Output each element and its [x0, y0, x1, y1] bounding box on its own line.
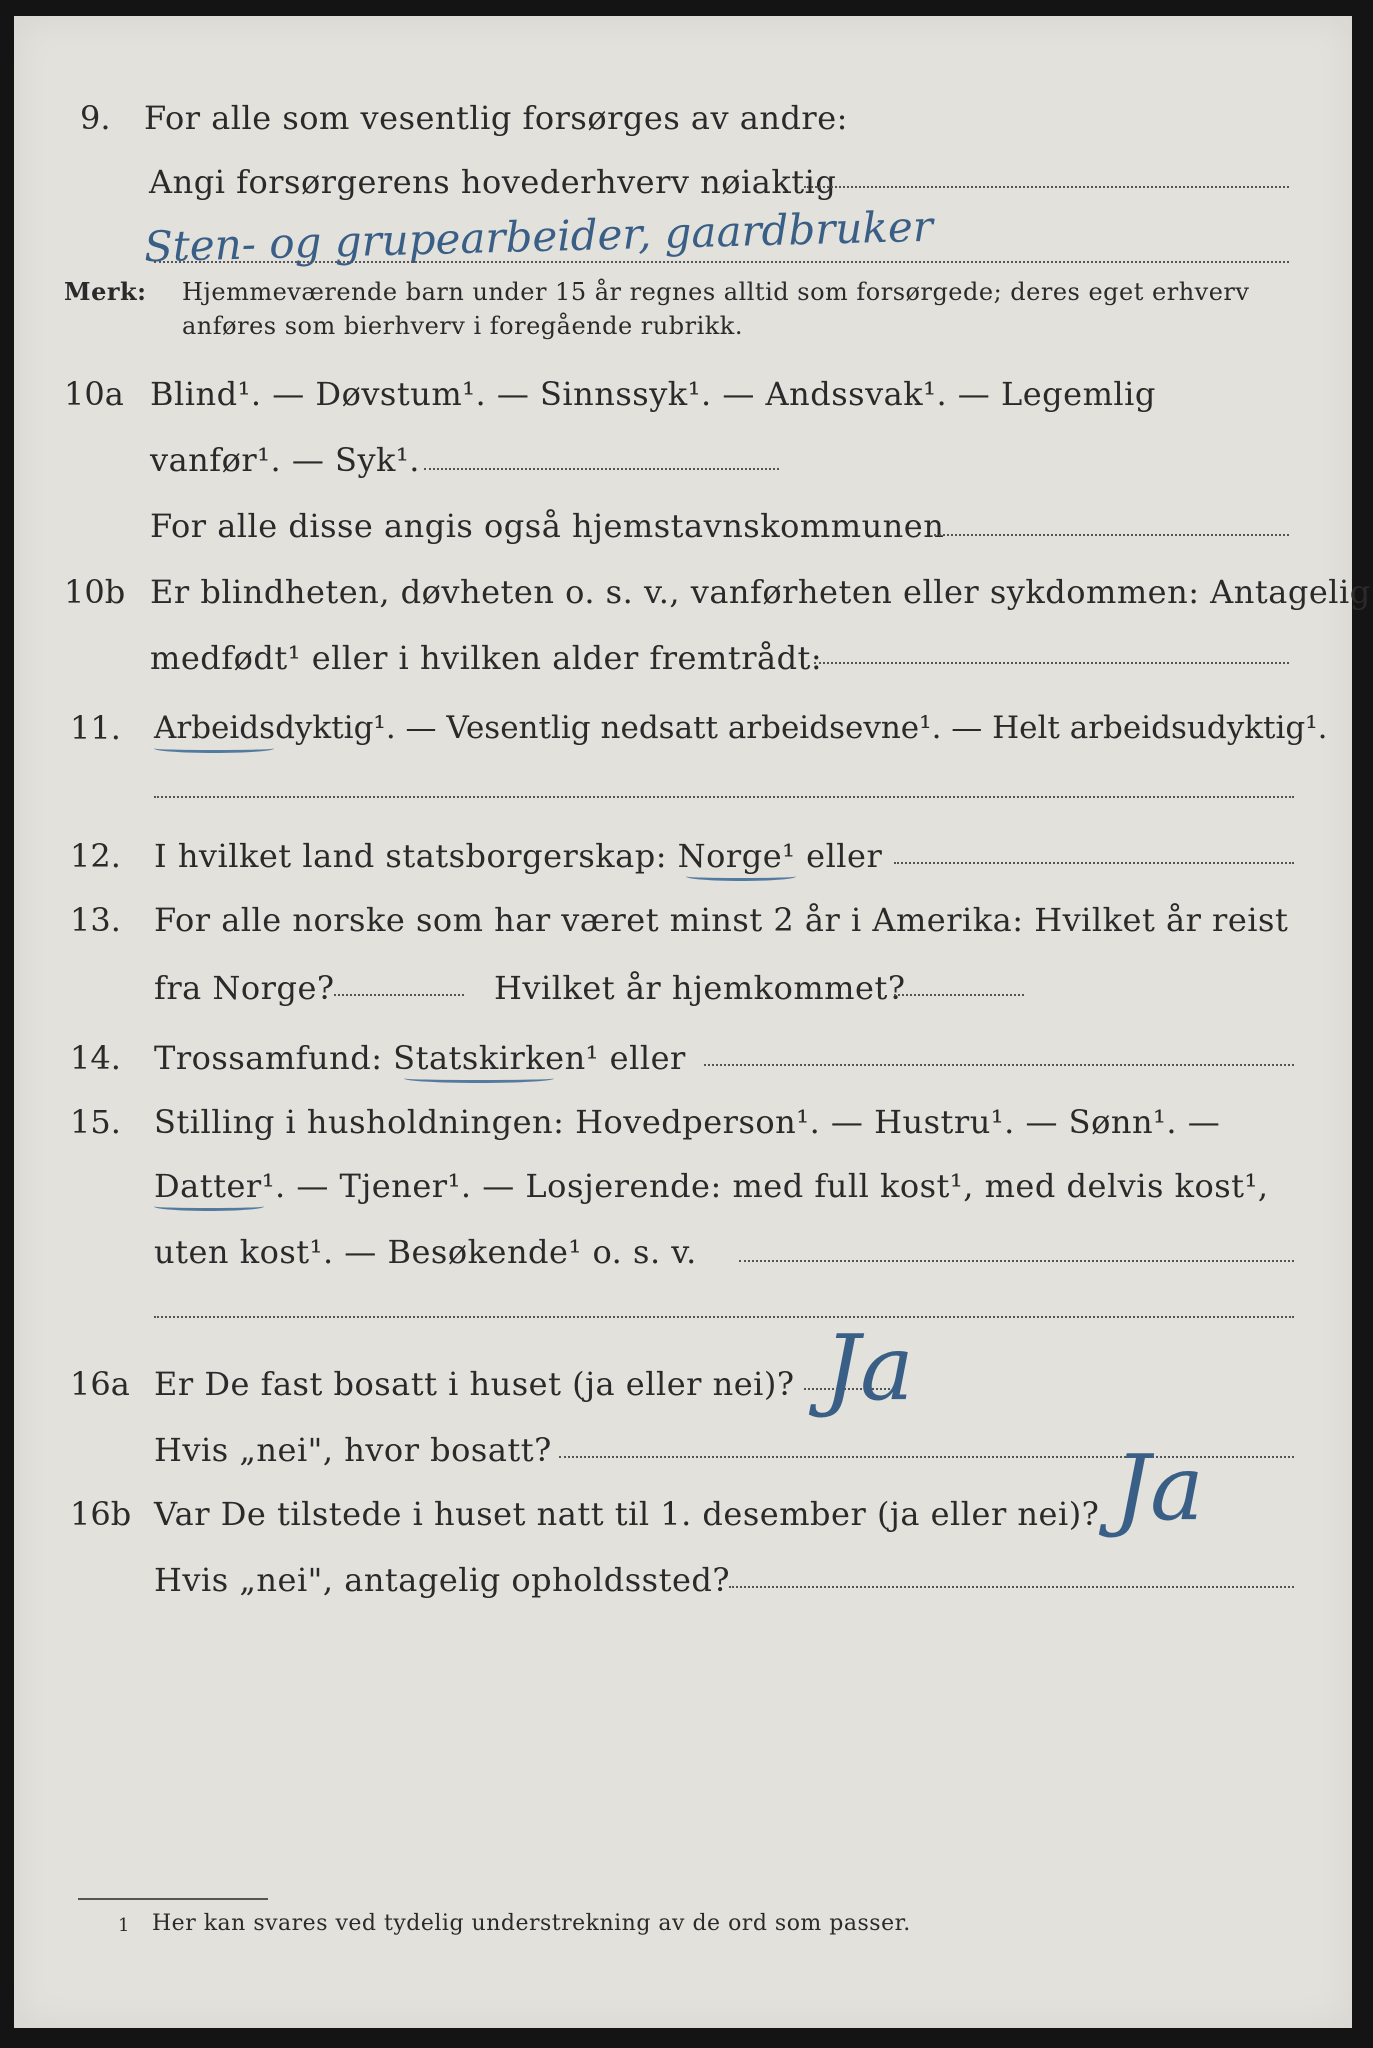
q10a-line-1: Blind¹. — Døvstum¹. — Sinnssyk¹. — Andssvak¹. — Legemlig [150, 375, 1156, 413]
q10a-line-3: For alle disse angis også hjemstavnskommunen [150, 507, 945, 545]
footnote-text: Her kan svares ved tydelig understrekning av de ord som passer. [152, 1911, 911, 1936]
q16a-line-2: Hvis „nei", hvor bosatt? [154, 1431, 552, 1469]
q9-prompt: Angi forsørgerens hovederhverv nøiaktig [149, 163, 837, 201]
q12-line-1: I hvilket land statsborgerskap: Norge¹ eller [154, 837, 883, 875]
q9-title: For alle som vesentlig forsørges av andre: [144, 99, 848, 137]
q16b-dotted-line [729, 1586, 1294, 1588]
q11-line-1: Arbeidsdyktig¹. — Vesentlig nedsatt arbeidsevne¹. — Helt arbeidsudyktig¹. [154, 710, 1328, 746]
q16a-number: 16a [70, 1365, 130, 1403]
q12-number: 12. [70, 837, 121, 875]
footnote-mark: 1 [118, 1915, 130, 1936]
q13-number: 13. [70, 901, 121, 939]
q11-answer-underline [154, 744, 274, 753]
q10b-number: 10b [64, 573, 126, 611]
q13-dotted-line-2 [894, 994, 1024, 996]
q16a-line-1: Er De fast bosatt i huset (ja eller nei)? [154, 1365, 795, 1403]
q10a-dotted-line-1 [424, 468, 779, 470]
q11-dotted-line [154, 796, 1294, 798]
q16b-number: 16b [70, 1495, 132, 1533]
q9-prompt-dotted-line [804, 186, 1289, 188]
q12-dotted-line [894, 862, 1294, 864]
q14-dotted-line [704, 1064, 1294, 1066]
q15-dotted-line-1 [739, 1260, 1294, 1262]
footnote-rule [78, 1898, 268, 1900]
q15-answer-underline [154, 1202, 264, 1211]
q13-line-2b: Hvilket år hjemkommet? [494, 969, 906, 1007]
q15-line-3: uten kost¹. — Besøkende¹ o. s. v. [154, 1233, 697, 1271]
q15-number: 15. [70, 1103, 121, 1141]
q14-line-1: Trossamfund: Statskirken¹ eller [154, 1039, 686, 1077]
q10b-line-2: medfødt¹ eller i hvilken alder fremtrådt: [150, 639, 823, 677]
q13-line-1: For alle norske som har været minst 2 år i Amerika: Hvilket år reist [154, 901, 1289, 939]
q15-line-2: Datter¹. — Tjener¹. — Losjerende: med full kost¹, med delvis kost¹, [154, 1167, 1269, 1205]
merk-label: Merk: [64, 277, 147, 306]
merk-line-1: Hjemmeværende barn under 15 år regnes alltid som forsørgede; deres eget erhverv [182, 278, 1250, 306]
census-form-page [14, 16, 1371, 2028]
q16a-handwritten-answer: Ja [824, 1316, 914, 1421]
q10a-dotted-line-2 [934, 534, 1289, 536]
q15-line-1: Stilling i husholdningen: Hovedperson¹. — Hustru¹. — Sønn¹. — [154, 1103, 1221, 1141]
merk-line-2: anføres som bierhverv i foregående rubrikk. [182, 312, 743, 340]
q13-line-2a: fra Norge? [154, 969, 335, 1007]
q16b-line-2: Hvis „nei", antagelig opholdssted? [154, 1561, 731, 1599]
q14-answer-underline [404, 1074, 554, 1083]
q9-number: 9. [80, 99, 111, 137]
q13-dotted-line-1 [334, 994, 464, 996]
q10b-line-1: Er blindheten, døvheten o. s. v., vanførheten eller sykdommen: Antagelig [150, 573, 1371, 611]
q9-answer-dotted-line [154, 261, 1289, 263]
q9-handwritten-answer: Sten- og grupearbeider, gaardbruker [143, 201, 934, 272]
q16b-handwritten-answer: Ja [1114, 1436, 1204, 1541]
q10b-dotted-line [814, 662, 1289, 664]
q12-answer-underline [686, 872, 796, 881]
q15-dotted-line-2 [154, 1316, 1294, 1318]
q16b-line-1: Var De tilstede i huset natt til 1. desember (ja eller nei)? [154, 1495, 1100, 1533]
q11-number: 11. [70, 709, 121, 747]
q10a-number: 10a [64, 375, 124, 413]
q10a-line-2: vanfør¹. — Syk¹. [150, 441, 420, 479]
q14-number: 14. [70, 1039, 121, 1077]
